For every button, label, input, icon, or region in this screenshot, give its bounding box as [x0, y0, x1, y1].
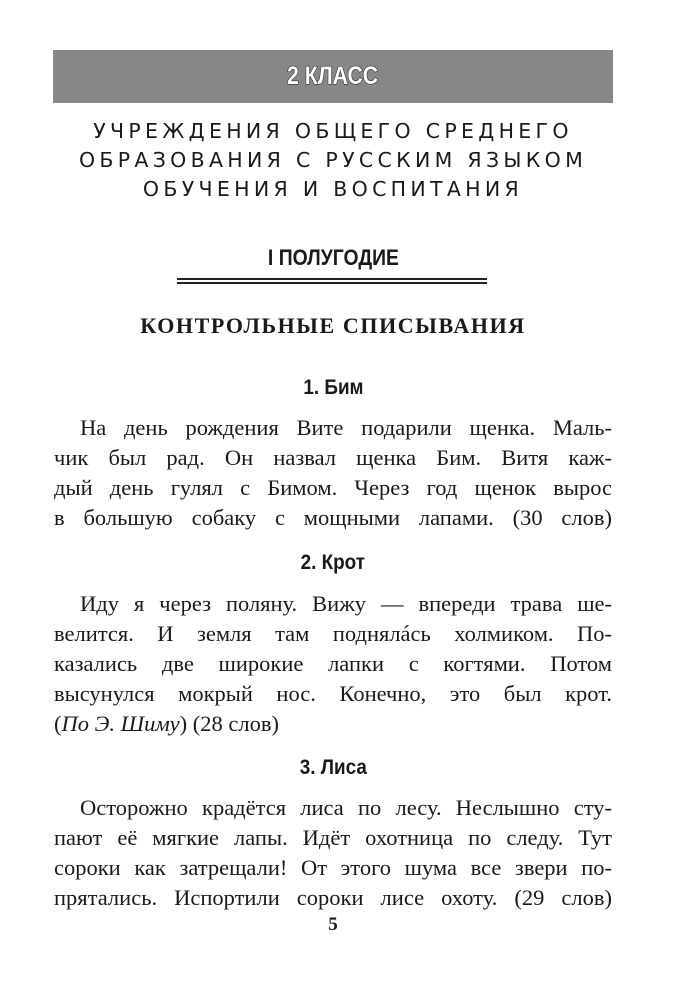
text-line: сороки как затрещали! От этого шума все звери по-	[54, 855, 612, 880]
text-line: Осторожно крадётся лиса по лесу. Неслышно сту-	[80, 795, 612, 820]
institution-subtitle	[53, 117, 613, 204]
text-line: чик был рад. Он назвал щенка Бим. Витя каж-	[54, 445, 612, 470]
text-line: велится. И земля там поднялáсь холмиком. По-	[54, 621, 612, 646]
grade-header-bar	[53, 50, 613, 103]
item-title-label: 1. Бим	[302, 376, 364, 399]
item-text-krot	[54, 589, 612, 739]
semester-heading	[53, 245, 613, 271]
author-name: По Э. Шиму	[61, 711, 180, 736]
item-title-bim	[53, 376, 613, 400]
text-line: дый день гулял с Бимом. Через год щенок вырос	[54, 475, 612, 500]
item-text-bim	[54, 413, 612, 533]
text-line: казались две широкие лапки с когтями. Потом	[54, 651, 612, 676]
item-title-lisa	[53, 756, 613, 780]
text-line: На день рождения Вите подарили щенка. Маль-	[80, 415, 612, 440]
text-line: высунулся мокрый нос. Конечно, это был крот.	[54, 681, 612, 706]
grade-title: 2 КЛАСС	[287, 62, 379, 90]
semester-label: I ПОЛУГОДИЕ	[267, 245, 399, 270]
text-line: прятались. Испортили сороки лисе охоту. (29 слов)	[54, 885, 612, 910]
text-line: пают её мягкие лапы. Идёт охотница по следу. Тут	[54, 825, 612, 850]
item-title-label: 3. Лиса	[299, 756, 367, 779]
institution-line: ОБУЧЕНИЯ И ВОСПИТАНИЯ	[142, 177, 524, 201]
item-title-krot	[53, 551, 613, 575]
item-text-lisa	[54, 793, 612, 913]
institution-line: ОБРАЗОВАНИЯ С РУССКИМ ЯЗЫКОМ	[78, 148, 588, 172]
item-title-label: 2. Крот	[300, 551, 366, 574]
section-title: КОНТРОЛЬНЫЕ СПИСЫВАНИЯ	[140, 313, 526, 338]
double-underline-divider	[177, 278, 487, 284]
text-line: Иду я через поляну. Вижу — впереди трава ше-	[80, 591, 612, 616]
word-count: ) (28 слов)	[179, 711, 279, 736]
text-line: в большую собаку с мощными лапами. (30 слов)	[54, 505, 612, 530]
author-line	[54, 709, 612, 739]
author-paren: (	[54, 711, 62, 736]
institution-line: УЧРЕЖДЕНИЯ ОБЩЕГО СРЕДНЕГО	[93, 119, 573, 143]
page-number: 5	[328, 914, 338, 935]
